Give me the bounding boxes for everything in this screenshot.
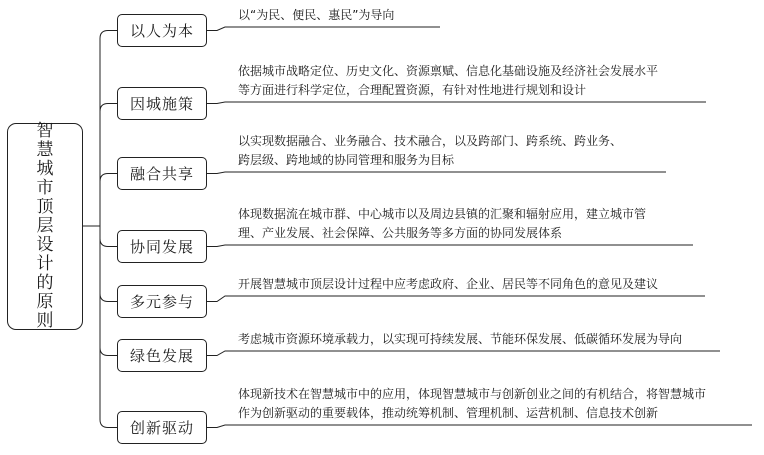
- root-label: 智慧城市顶层设计的原则: [36, 121, 54, 331]
- description-line: 理、产业发展、社会保障、公共服务等多方面的协同发展体系: [238, 226, 563, 240]
- description-underline: [207, 245, 693, 247]
- branch-description: [238, 62, 658, 100]
- description-underline: [207, 172, 666, 174]
- branch-label: 以人为本: [129, 22, 194, 40]
- branch-label: 绿色发展: [129, 347, 194, 365]
- branch-connector: [100, 226, 117, 247]
- description-line: 作为创新驱动的重要载体，推动统筹机制、管理机制、运营机制、信息技术创新: [238, 406, 659, 420]
- branch-connector: [100, 174, 117, 227]
- branch-node-people-oriented: [117, 14, 207, 47]
- branch-label: 多元参与: [129, 293, 194, 311]
- branch-description: [238, 275, 658, 294]
- branch-node-green-development: [117, 339, 207, 372]
- branch-node-integration-sharing: [117, 157, 207, 190]
- description-line: 体现数据流在城市群、中心城市以及周边县镇的汇聚和辐射应用，建立城市管: [238, 207, 647, 221]
- branch-label: 融合共享: [129, 165, 194, 183]
- branch-label: 协同发展: [129, 238, 194, 256]
- description-underline: [207, 102, 706, 104]
- root-node: [7, 123, 83, 330]
- branch-node-coordinated-development: [117, 230, 207, 263]
- description-underline: [207, 425, 752, 428]
- branch-description: [238, 330, 682, 349]
- description-line: 等方面进行科学定位，合理配置资源，有针对性地进行规划和设计: [238, 83, 587, 97]
- branch-connector: [100, 226, 117, 302]
- description-underline: [207, 296, 705, 302]
- description-line: 依据城市战略定位、历史文化、资源禀赋、信息化基础设施及经济社会发展水平: [238, 64, 659, 78]
- branch-node-multi-participation: [117, 285, 207, 318]
- description-underline: [207, 351, 720, 356]
- branch-connector: [100, 31, 117, 227]
- branch-description: [238, 385, 706, 423]
- description-underline: [207, 27, 440, 31]
- branch-label: 因城施策: [129, 95, 194, 113]
- branch-label: 创新驱动: [129, 419, 194, 437]
- description-line: 以“为民、便民、惠民”为导向: [238, 8, 395, 22]
- branch-node-innovation-driven: [117, 411, 207, 444]
- branch-connector: [100, 104, 117, 227]
- branch-description: [238, 6, 394, 25]
- description-line: 跨层级、跨地域的协同管理和服务为目标: [238, 153, 455, 167]
- branch-connector: [100, 226, 117, 428]
- description-line: 以实现数据融合、业务融合、技术融合，以及跨部门、跨系统、跨业务、: [238, 134, 623, 148]
- description-line: 考虑城市资源环境承载力，以实现可持续发展、节能环保发展、低碳循环发展为导向: [238, 332, 683, 346]
- description-line: 体现新技术在智慧城市中的应用，体现智慧城市与创新创业之间的有机结合，将智慧城市: [238, 387, 707, 401]
- branch-description: [238, 132, 622, 170]
- branch-node-city-specific-policy: [117, 87, 207, 120]
- description-line: 开展智慧城市顶层设计过程中应考虑政府、企业、居民等不同角色的意见及建议: [238, 277, 659, 291]
- branch-description: [238, 205, 646, 243]
